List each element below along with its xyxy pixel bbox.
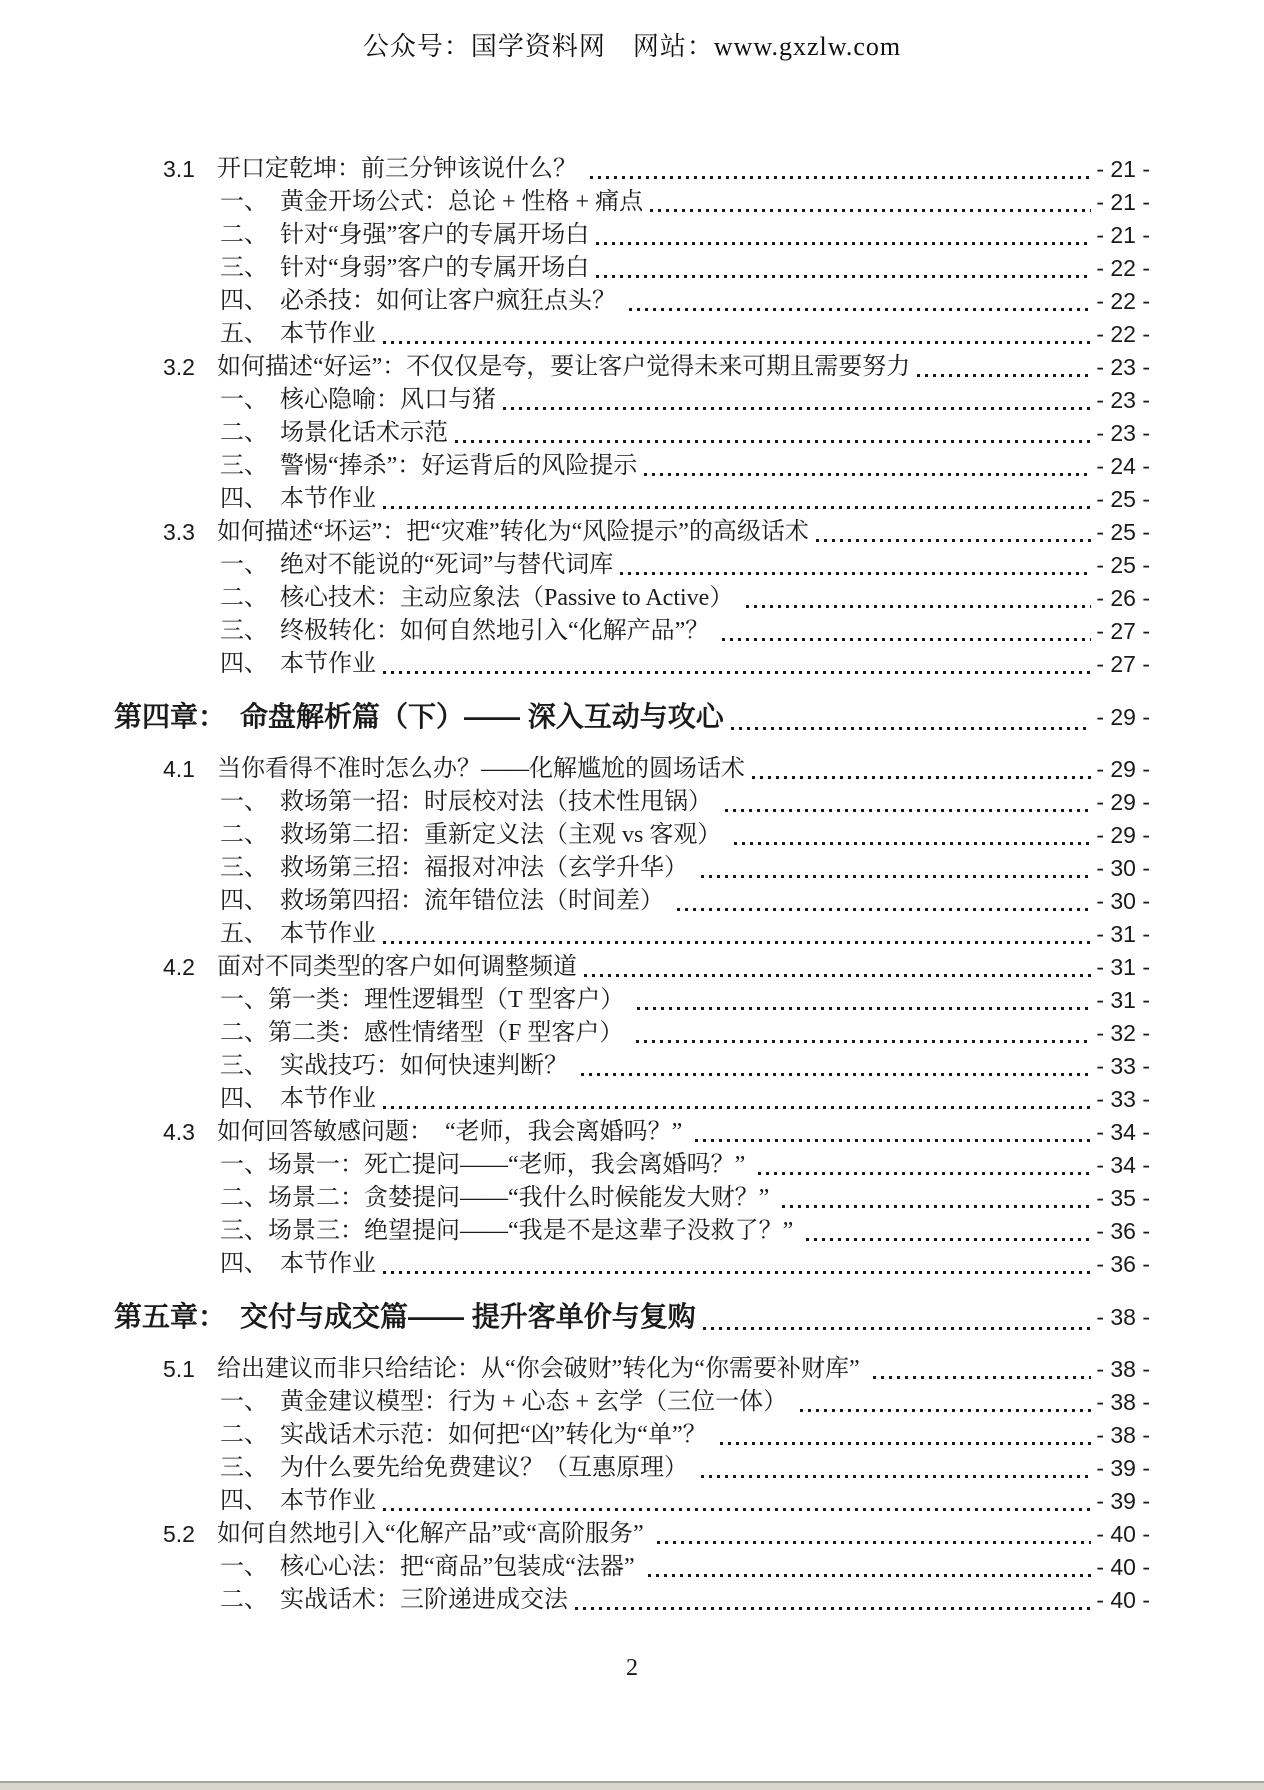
toc-page-number: - 40 - [1096, 1554, 1150, 1580]
toc-page-number: - 21 - [1096, 189, 1150, 215]
toc-page-number: - 26 - [1096, 585, 1150, 611]
toc-entry-title: 三、场景三：绝望提问——“我是不是这辈子没救了？” [220, 1218, 800, 1244]
toc-entry-number: 4.2 [163, 954, 195, 980]
toc-entry-title: 一、第一类：理性逻辑型（T 型客户） [220, 987, 631, 1013]
toc-entry-title: 二、 救场第二招：重新定义法（主观 vs 客观） [220, 822, 728, 848]
toc-entry-sub [0, 1149, 1150, 1182]
toc-entry-title: 三、 警惕“捧杀”：好运背后的风险提示 [220, 453, 638, 479]
toc-entry-sub [0, 819, 1150, 852]
toc-entry-title: 一、 绝对不能说的“死词”与替代词库 [220, 552, 614, 578]
toc-entry-title: 二、 核心技术：主动应象法（Passive to Active） [220, 585, 740, 611]
toc-page-number: - 31 - [1096, 987, 1150, 1013]
toc-entry-title: 四、 本节作业 [220, 1251, 376, 1277]
toc-entry-section [0, 1116, 1150, 1149]
toc-dot-leader [734, 842, 1091, 845]
toc-entry-title: 一、 黄金开场公式：总论 + 性格 + 痛点 [220, 189, 644, 215]
toc-entry-sub [0, 186, 1150, 219]
toc-entry-sub [0, 918, 1150, 951]
toc-page-number: - 38 - [1096, 1356, 1150, 1382]
toc-entry-title: 二、 针对“身强”客户的专属开场白 [220, 222, 590, 248]
toc-entry-title: 如何回答敏感问题： “老师，我会离婚吗？” [217, 1119, 689, 1145]
toc-dot-leader [596, 275, 1091, 278]
toc-entry-section [0, 951, 1150, 984]
toc-dot-leader [722, 638, 1091, 641]
toc-dot-leader [636, 1040, 1091, 1043]
toc-dot-leader [383, 941, 1091, 944]
toc-dot-leader [703, 1327, 1092, 1330]
toc-entry-sub [0, 549, 1150, 582]
toc-entry-title: 二、 实战话术示范：如何把“凶”转化为“单”？ [220, 1422, 713, 1448]
toc-dot-leader [584, 974, 1091, 977]
toc-entry-title: 如何描述“坏运”：把“灾难”转化为“风险提示”的高级话术 [217, 519, 809, 545]
toc-entry-title: 三、 针对“身弱”客户的专属开场白 [220, 255, 590, 281]
toc-page-number: - 39 - [1096, 1455, 1150, 1481]
toc-entry-sub [0, 1182, 1150, 1215]
toc-page-number: - 22 - [1096, 255, 1150, 281]
toc-entry-sub [0, 219, 1150, 252]
toc-entry-sub [0, 582, 1150, 615]
page-header [0, 0, 1264, 63]
toc-entry-sub [0, 648, 1150, 681]
toc-page-number: - 38 - [1096, 1304, 1150, 1330]
toc-dot-leader [383, 1271, 1091, 1274]
toc-dot-leader [701, 1475, 1091, 1478]
toc-entry-chapter [0, 1297, 1150, 1337]
toc-dot-leader [720, 1442, 1092, 1445]
toc-dot-leader [816, 539, 1091, 542]
toc-entry-sub [0, 1248, 1150, 1281]
toc-entry-number: 4.1 [163, 756, 195, 782]
toc-entry-title: 四、 本节作业 [220, 1086, 376, 1112]
toc-page-number: - 38 - [1096, 1389, 1150, 1415]
toc-entry-sub [0, 318, 1150, 351]
toc-dot-leader [648, 1574, 1092, 1577]
toc-page-number: - 24 - [1096, 453, 1150, 479]
toc-entry-title: 二、 实战话术：三阶递进成交法 [220, 1587, 568, 1613]
footer-page-number: 2 [626, 1655, 638, 1681]
toc-dot-leader [503, 407, 1091, 410]
toc-page-number: - 25 - [1096, 486, 1150, 512]
toc-dot-leader [746, 605, 1091, 608]
toc-dot-leader [731, 727, 1092, 730]
toc-entry-title: 三、 为什么要先给免费建议？（互惠原理） [220, 1455, 694, 1481]
toc-entry-chapter [0, 697, 1150, 737]
toc-entry-title: 如何描述“好运”：不仅仅是夸，要让客户觉得未来可期且需要努力 [217, 354, 911, 380]
toc-dot-leader [383, 1106, 1091, 1109]
toc-page-number: - 31 - [1096, 921, 1150, 947]
toc-page-number: - 33 - [1096, 1086, 1150, 1112]
toc-entry-sub [0, 1215, 1150, 1248]
toc-dot-leader [581, 1073, 1091, 1076]
toc-entry-number: 5.1 [163, 1356, 195, 1382]
toc-dot-leader [455, 440, 1091, 443]
toc-entry-sub [0, 1584, 1150, 1617]
toc-entry-title: 一、 救场第一招：时辰校对法（技术性甩锅） [220, 789, 718, 815]
toc-dot-leader [782, 1205, 1091, 1208]
toc-entry-sub [0, 285, 1150, 318]
toc-dot-leader [917, 374, 1091, 377]
toc-entry-title: 四、 本节作业 [220, 651, 376, 677]
toc-page-number: - 31 - [1096, 954, 1150, 980]
page-footer [0, 1655, 1264, 1682]
toc-page-number: - 22 - [1096, 288, 1150, 314]
toc-page-number: - 36 - [1096, 1251, 1150, 1277]
toc-entry-sub [0, 1386, 1150, 1419]
toc-dot-leader [677, 908, 1091, 911]
toc-dot-leader [701, 875, 1091, 878]
toc-entry-title: 五、 本节作业 [220, 921, 376, 947]
toc-dot-leader [383, 506, 1091, 509]
toc-entry-sub [0, 1017, 1150, 1050]
toc-page-number: - 22 - [1096, 321, 1150, 347]
toc-dot-leader [650, 209, 1091, 212]
toc-entry-section [0, 1518, 1150, 1551]
toc-page-number: - 21 - [1096, 222, 1150, 248]
toc-entry-title: 四、 救场第四招：流年错位法（时间差） [220, 888, 670, 914]
toc-dot-leader [758, 1172, 1091, 1175]
toc-dot-leader [695, 1139, 1091, 1142]
toc-entry-title: 二、 场景化话术示范 [220, 420, 448, 446]
toc-entry-sub [0, 252, 1150, 285]
toc-page-number: - 36 - [1096, 1218, 1150, 1244]
toc-entry-title: 第五章： 交付与成交篇—— 提升客单价与复购 [114, 1301, 696, 1332]
toc-page-number: - 23 - [1096, 420, 1150, 446]
toc-page-number: - 25 - [1096, 519, 1150, 545]
toc-page-number: - 34 - [1096, 1119, 1150, 1145]
toc-entry-sub [0, 1050, 1150, 1083]
toc-page-number: - 40 - [1096, 1521, 1150, 1547]
toc-page-number: - 30 - [1096, 888, 1150, 914]
toc-entry-sub [0, 450, 1150, 483]
toc-entry-sub [0, 615, 1150, 648]
toc-page-number: - 21 - [1096, 156, 1150, 182]
toc-page-number: - 34 - [1096, 1152, 1150, 1178]
toc-page-number: - 38 - [1096, 1422, 1150, 1448]
toc-dot-leader [873, 1376, 1092, 1379]
toc-entry-sub [0, 786, 1150, 819]
toc-dot-leader [575, 1607, 1091, 1610]
toc-dot-leader [383, 671, 1091, 674]
toc-page-number: - 39 - [1096, 1488, 1150, 1514]
toc-entry-title: 一、 核心心法：把“商品”包装成“法器” [220, 1554, 641, 1580]
toc-entry-section [0, 1353, 1150, 1386]
toc-list [0, 153, 1264, 1617]
toc-entry-sub [0, 1419, 1150, 1452]
toc-entry-title: 四、 本节作业 [220, 1488, 376, 1514]
toc-entry-sub [0, 1485, 1150, 1518]
toc-entry-title: 三、 实战技巧：如何快速判断？ [220, 1053, 574, 1079]
toc-entry-sub [0, 1083, 1150, 1116]
toc-dot-leader [596, 242, 1091, 245]
toc-entry-sub [0, 885, 1150, 918]
toc-page-number: - 29 - [1096, 789, 1150, 815]
header-text: 公众号：国学资料网 网站：www.gxzlw.com [362, 32, 902, 61]
toc-entry-sub [0, 1452, 1150, 1485]
toc-dot-leader [629, 308, 1091, 311]
toc-page-number: - 30 - [1096, 855, 1150, 881]
toc-entry-title: 五、 本节作业 [220, 321, 376, 347]
toc-page-number: - 23 - [1096, 387, 1150, 413]
toc-entry-title: 面对不同类型的客户如何调整频道 [217, 954, 577, 980]
toc-entry-sub [0, 1551, 1150, 1584]
toc-entry-sub [0, 417, 1150, 450]
toc-page-number: - 25 - [1096, 552, 1150, 578]
toc-entry-number: 5.2 [163, 1521, 195, 1547]
toc-entry-title: 二、第二类：感性情绪型（F 型客户） [220, 1020, 630, 1046]
toc-page-number: - 40 - [1096, 1587, 1150, 1613]
toc-entry-sub [0, 852, 1150, 885]
toc-entry-title: 三、 救场第三招：福报对冲法（玄学升华） [220, 855, 694, 881]
toc-dot-leader [806, 1238, 1091, 1241]
toc-dot-leader [637, 1007, 1091, 1010]
toc-entry-title: 四、 必杀技：如何让客户疯狂点头？ [220, 288, 622, 314]
toc-entry-number: 3.3 [163, 519, 195, 545]
toc-entry-section [0, 753, 1150, 786]
toc-dot-leader [725, 809, 1091, 812]
toc-dot-leader [383, 341, 1091, 344]
toc-page-number: - 32 - [1096, 1020, 1150, 1046]
toc-dot-leader [620, 572, 1091, 575]
toc-entry-title: 一、场景一：死亡提问——“老师，我会离婚吗？” [220, 1152, 752, 1178]
toc-entry-title: 开口定乾坤：前三分钟该说什么？ [217, 156, 583, 182]
toc-entry-sub [0, 384, 1150, 417]
toc-page-number: - 29 - [1096, 822, 1150, 848]
toc-entry-sub [0, 984, 1150, 1017]
toc-entry-sub [0, 483, 1150, 516]
toc-page-number: - 23 - [1096, 354, 1150, 380]
toc-entry-section [0, 153, 1150, 186]
toc-dot-leader [752, 776, 1091, 779]
toc-entry-section [0, 516, 1150, 549]
toc-dot-leader [657, 1541, 1092, 1544]
toc-page-number: - 27 - [1096, 651, 1150, 677]
toc-entry-title: 一、 核心隐喻：风口与猪 [220, 387, 496, 413]
toc-entry-section [0, 351, 1150, 384]
toc-entry-title: 当你看得不准时怎么办？——化解尴尬的圆场话术 [217, 756, 745, 782]
toc-entry-title: 给出建议而非只给结论：从“你会破财”转化为“你需要补财库” [217, 1356, 866, 1382]
toc-entry-title: 第四章： 命盘解析篇（下）—— 深入互动与攻心 [114, 701, 724, 732]
toc-entry-number: 4.3 [163, 1119, 195, 1145]
toc-entry-number: 3.1 [163, 156, 195, 182]
toc-dot-leader [800, 1409, 1091, 1412]
toc-entry-title: 三、 终极转化：如何自然地引入“化解产品”？ [220, 618, 716, 644]
toc-dot-leader [644, 473, 1091, 476]
toc-dot-leader [590, 176, 1091, 179]
toc-page-number: - 27 - [1096, 618, 1150, 644]
toc-entry-title: 二、场景二：贪婪提问——“我什么时候能发大财？” [220, 1185, 776, 1211]
toc-page-number: - 33 - [1096, 1053, 1150, 1079]
toc-page-number: - 35 - [1096, 1185, 1150, 1211]
toc-page-number: - 29 - [1096, 704, 1150, 730]
toc-entry-title: 一、 黄金建议模型：行为 + 心态 + 玄学（三位一体） [220, 1389, 794, 1415]
toc-entry-title: 如何自然地引入“化解产品”或“高阶服务” [217, 1521, 650, 1547]
toc-entry-title: 四、 本节作业 [220, 486, 376, 512]
page-edge-divider [0, 1781, 1264, 1790]
toc-entry-number: 3.2 [163, 354, 195, 380]
toc-page-number: - 29 - [1096, 756, 1150, 782]
toc-dot-leader [383, 1508, 1091, 1511]
